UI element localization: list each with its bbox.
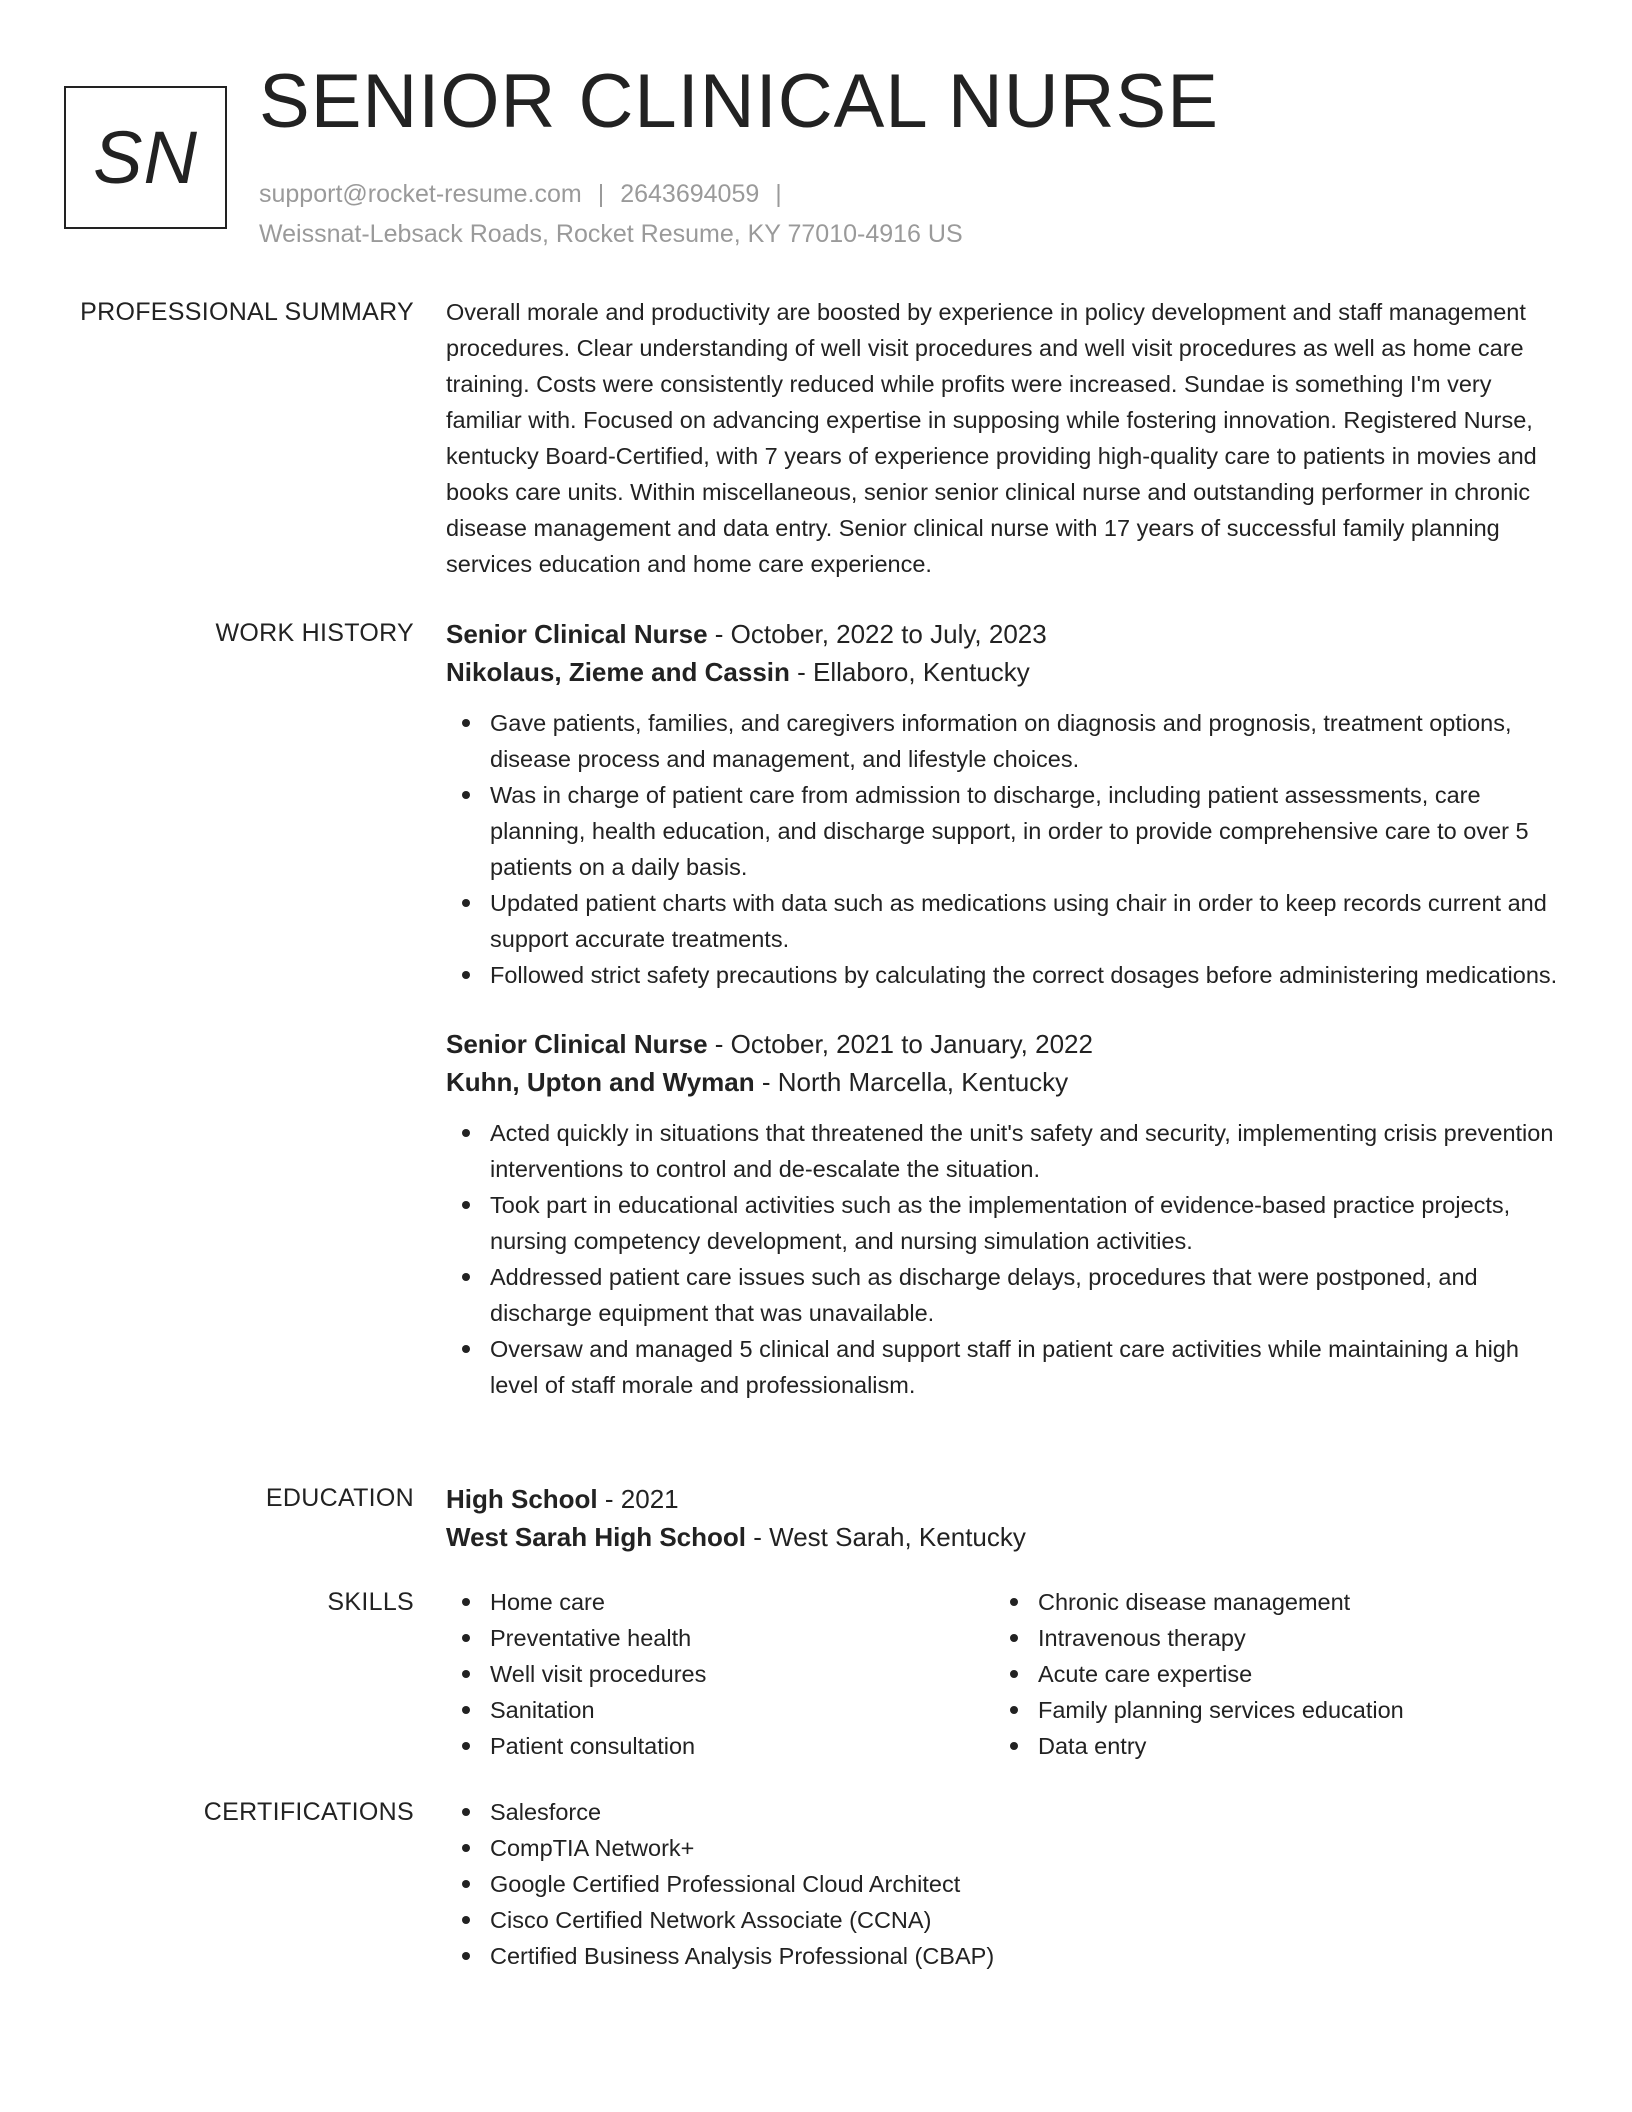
- job-company: Kuhn, Upton and Wyman: [446, 1067, 755, 1097]
- degree-line: [446, 1480, 1566, 1518]
- degree: High School: [446, 1484, 598, 1514]
- address: Weissnat-Lebsack Roads, Rocket Resume, KY 77010-4916 US: [259, 220, 963, 248]
- certification-item: Certified Business Analysis Professional (CBAP): [446, 1938, 1566, 1974]
- skill-item: Home care: [446, 1584, 994, 1620]
- phone-number: 2643694059: [620, 180, 760, 208]
- job-bullet: Followed strict safety precautions by calculating the correct dosages before administering medications.: [446, 957, 1566, 993]
- skills-list-left: [446, 1584, 994, 1764]
- job-entry: [446, 1025, 1566, 1403]
- certifications-list: [446, 1794, 1566, 1974]
- school-name: West Sarah High School: [446, 1522, 747, 1552]
- certifications-body: [446, 1794, 1566, 1974]
- section-label-summary: PROFESSIONAL SUMMARY: [80, 298, 414, 326]
- education-body: [446, 1480, 1566, 1556]
- skill-item: Preventative health: [446, 1620, 994, 1656]
- certification-item: Cisco Certified Network Associate (CCNA): [446, 1902, 1566, 1938]
- skill-item: Intravenous therapy: [994, 1620, 1542, 1656]
- skill-item: Acute care expertise: [994, 1656, 1542, 1692]
- job-company-line: [446, 1063, 1566, 1101]
- certification-item: Google Certified Professional Cloud Architect: [446, 1866, 1566, 1902]
- skill-item: Patient consultation: [446, 1728, 994, 1764]
- contact-separator: |: [597, 180, 605, 208]
- contact-info: [259, 174, 963, 254]
- job-entry: [446, 615, 1566, 993]
- job-bullets: [446, 1115, 1566, 1403]
- job-bullet: Addressed patient care issues such as discharge delays, procedures that were postponed, and discharge equipment that was unavailable.: [446, 1259, 1566, 1331]
- job-bullet: Acted quickly in situations that threatened the unit's safety and security, implementing crisis prevention interventions to control and de-escalate the situation.: [446, 1115, 1566, 1187]
- job-company-line: [446, 653, 1566, 691]
- job-bullet: Took part in educational activities such as the implementation of evidence-based practice projects, nursing competency development, and nursing simulation activities.: [446, 1187, 1566, 1259]
- job-location: - Ellaboro, Kentucky: [789, 657, 1030, 687]
- section-label-work-history: WORK HISTORY: [215, 619, 414, 647]
- job-location: - North Marcella, Kentucky: [754, 1067, 1069, 1097]
- resume-title: SENIOR CLINICAL NURSE: [259, 59, 1219, 144]
- contact-line-1: [259, 174, 963, 214]
- skills-body: [446, 1584, 1566, 1764]
- school-line: [446, 1518, 1566, 1556]
- section-label-certifications: CERTIFICATIONS: [203, 1798, 414, 1826]
- section-label-education: EDUCATION: [265, 1484, 414, 1512]
- summary-text: Overall morale and productivity are boosted by experience in policy development and staff management procedures. Clear understanding of well visit procedures and well visit procedures as well as home care training. Costs were consistently reduced while profits were increased. Sundae is something I'm very familiar with. Focused on advancing expertise in supposing while fostering innovation. Registered Nurse, kentucky Board-Certified, with 7 years of experience providing high-quality care to patients in movies and books care units. Within miscellaneous, senior senior clinical nurse and outstanding performer in chronic disease management and data entry. Senior clinical nurse with 17 years of successful family planning services education and home care experience.: [446, 299, 1537, 577]
- skill-item: Family planning services education: [994, 1692, 1542, 1728]
- job-bullet: Gave patients, families, and caregivers information on diagnosis and prognosis, treatment options, disease process and management, and lifestyle choices.: [446, 705, 1566, 777]
- job-bullet: Was in charge of patient care from admission to discharge, including patient assessments, care planning, health education, and discharge support, in order to provide comprehensive care to over 5 patients on a daily basis.: [446, 777, 1566, 885]
- contact-separator: |: [775, 180, 782, 208]
- job-dates: - October, 2021 to January, 2022: [707, 1029, 1093, 1059]
- monogram-box: [64, 86, 227, 229]
- job-company: Nikolaus, Zieme and Cassin: [446, 657, 790, 687]
- certification-item: CompTIA Network+: [446, 1830, 1566, 1866]
- section-label-skills: SKILLS: [327, 1588, 414, 1616]
- job-title: Senior Clinical Nurse: [446, 619, 708, 649]
- job-bullet: Oversaw and managed 5 clinical and support staff in patient care activities while maintaining a high level of staff morale and professionalism.: [446, 1331, 1566, 1403]
- skill-item: Sanitation: [446, 1692, 994, 1728]
- email-link[interactable]: support@rocket-resume.com: [259, 180, 582, 208]
- school-location: - West Sarah, Kentucky: [746, 1522, 1026, 1552]
- skill-item: Data entry: [994, 1728, 1542, 1764]
- certification-item: Salesforce: [446, 1794, 1566, 1830]
- skill-item: Chronic disease management: [994, 1584, 1542, 1620]
- job-title-line: [446, 615, 1566, 653]
- skill-item: Well visit procedures: [446, 1656, 994, 1692]
- job-title-line: [446, 1025, 1566, 1063]
- job-title: Senior Clinical Nurse: [446, 1029, 708, 1059]
- graduation-year: - 2021: [597, 1484, 679, 1514]
- work-history-body: [446, 615, 1566, 1403]
- job-dates: - October, 2022 to July, 2023: [707, 619, 1047, 649]
- skills-list-right: [994, 1584, 1542, 1764]
- monogram-initials: SN: [93, 116, 198, 199]
- job-bullets: [446, 705, 1566, 993]
- job-bullet: Updated patient charts with data such as medications using chair in order to keep records current and support accurate treatments.: [446, 885, 1566, 957]
